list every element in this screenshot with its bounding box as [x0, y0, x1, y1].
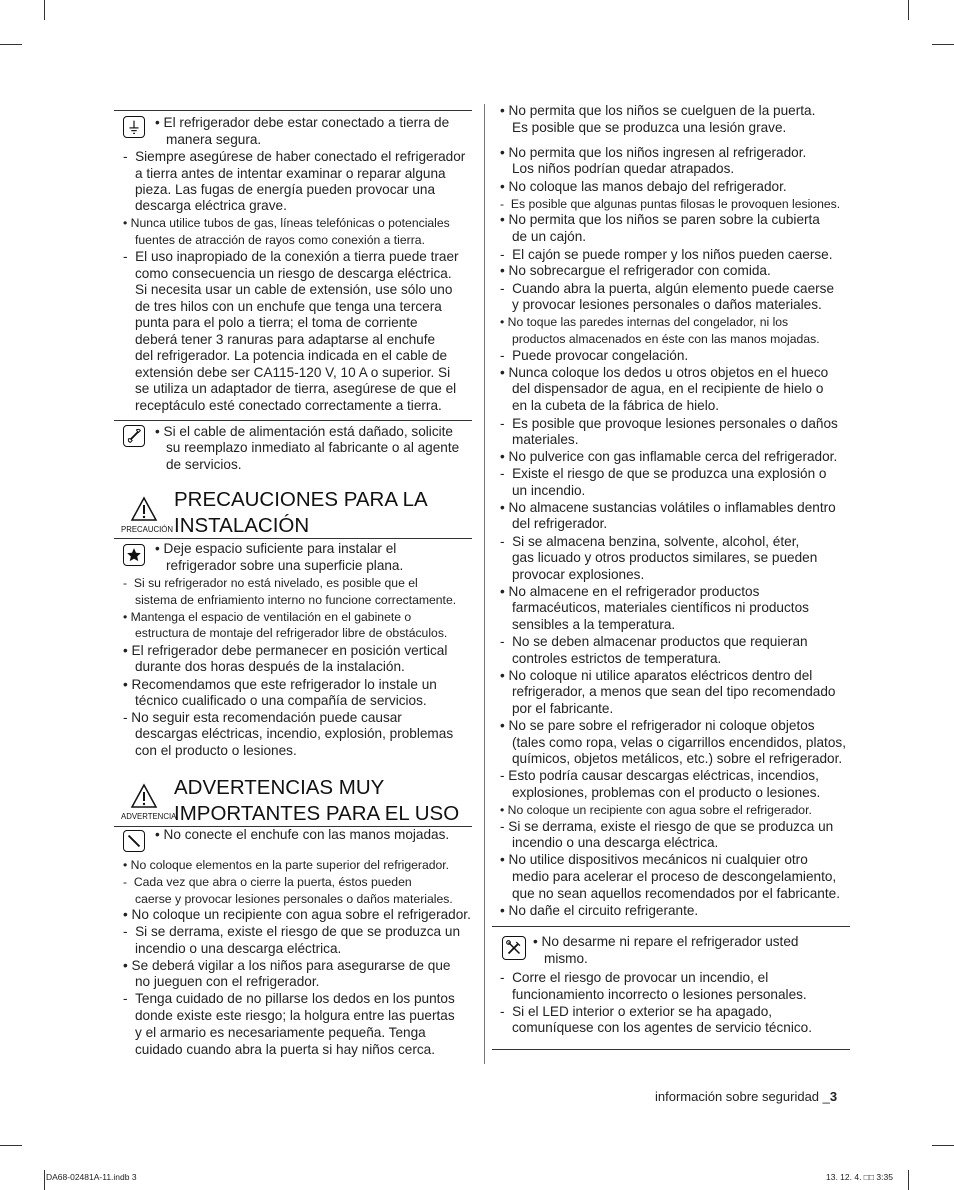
- ground-text: manera segura.: [166, 132, 262, 147]
- right-bullet: • No permita que los niños se paren sobre la cubierta: [500, 212, 820, 227]
- right-bullet: • No dañe el circuito refrigerante.: [500, 903, 699, 918]
- right-bullet: • No utilice dispositivos mecánicos ni cualquier otro: [500, 852, 808, 867]
- right-dash: - No se deben almacenar productos que requieran: [500, 634, 808, 649]
- repair-dash-1: - Corre el riesgo de provocar un incendio, el: [500, 970, 769, 985]
- install-text: descargas eléctricas, incendio, explosión, problemas: [135, 726, 454, 741]
- install-bullet-1: • Deje espacio suficiente para instalar el: [155, 541, 397, 556]
- use-bullet-4: • Se deberá vigilar a los niños para asegurarse de que: [123, 958, 451, 973]
- right-text: sensibles a la temperatura.: [512, 617, 676, 632]
- repair-text: mismo.: [544, 951, 588, 966]
- install-bullet-2: • Mantenga el espacio de ventilación en el gabinete o: [123, 610, 412, 624]
- install-text: con el producto o lesiones.: [135, 743, 297, 758]
- use-text: no jueguen con el refrigerador.: [135, 974, 320, 989]
- right-bullet: • No sobrecargue el refrigerador con comida.: [500, 263, 771, 278]
- right-dash: - El cajón se puede romper y los niños pueden caerse.: [500, 247, 833, 262]
- right-text: (tales como ropa, velas o cigarrillos encendidos, platos,: [512, 735, 846, 750]
- ground-dash-2: - El uso inapropiado de la conexión a tierra puede traer: [123, 249, 459, 264]
- right-dash: - Existe el riesgo de que se produzca una explosión o: [500, 466, 827, 481]
- install-bullet-4: • Recomendamos que este refrigerador lo instale un: [123, 677, 437, 692]
- rule: [492, 1049, 850, 1050]
- section-title-installation: PRECAUCIONES PARA LA: [174, 488, 428, 511]
- right-dash: - Es posible que algunas puntas filosas le provoquen lesiones.: [500, 197, 841, 211]
- ground-text: se utiliza un adaptador de tierra, asegúrese de que el: [135, 381, 457, 396]
- ground-text: fuentes de atracción de rayos como conexión a tierra.: [135, 233, 425, 247]
- right-text: medio para acelerar el proceso de descongelamiento,: [512, 869, 837, 884]
- section-title-use: IMPORTANTES PARA EL USO: [174, 802, 460, 825]
- rule: [114, 110, 472, 111]
- ground-bullet-2: • Nunca utilice tubos de gas, líneas telefónicas o potenciales: [123, 216, 450, 230]
- right-bullet: • No pulverice con gas inflamable cerca del refrigerador.: [500, 449, 838, 464]
- ground-text: a tierra antes de intentar examinar o reparar alguna: [135, 166, 446, 181]
- rule: [114, 538, 472, 539]
- crop-mark: [932, 44, 954, 45]
- right-text: y provocar lesiones personales o daños materiales.: [512, 297, 822, 312]
- column-divider: [484, 104, 485, 1064]
- ground-icon: [123, 116, 145, 138]
- right-text: en la cubeta de la fábrica de hielo.: [512, 398, 720, 413]
- right-bullet: • No coloque las manos debajo del refrigerador.: [500, 179, 787, 194]
- right-text: productos almacenados en éste con las manos mojadas.: [512, 332, 820, 346]
- right-bullet: • No coloque un recipiente con agua sobre el refrigerador.: [500, 803, 812, 817]
- page-number: 3: [829, 1089, 838, 1104]
- prohibited-icon: [123, 830, 145, 852]
- ground-text: punta para el polo a tierra; el toma de corriente: [135, 315, 418, 330]
- ground-text: de tres hilos con un enchufe que tenga una tercera: [135, 299, 442, 314]
- install-dash-1: - Si su refrigerador no está nivelado, es posible que el: [123, 576, 418, 590]
- phone-icon: [123, 425, 145, 447]
- rule: [492, 926, 850, 927]
- right-text: del refrigerador.: [512, 516, 608, 531]
- repair-text: comuníquese con los agentes de servicio técnico.: [512, 1020, 812, 1035]
- repair-dash-2: - Si el LED interior o exterior se ha apagado,: [500, 1004, 773, 1019]
- right-bullet: • No almacene sustancias volátiles o inflamables dentro: [500, 500, 836, 515]
- right-text: provocar explosiones.: [512, 567, 645, 582]
- use-dash-1: - Cada vez que abra o cierre la puerta, éstos pueden: [123, 875, 412, 889]
- ground-text: pieza. Las fugas de energía pueden provocar una: [135, 182, 436, 197]
- right-text: químicos, objetos metálicos, etc.) sobre el refrigerador.: [512, 751, 843, 766]
- right-text: Es posible que se produzca una lesión grave.: [512, 120, 787, 135]
- ground-text: extensión debe ser CA115-120 V, 10 A o superior. Si: [135, 365, 451, 380]
- star-icon: [123, 544, 145, 566]
- no-repair-icon: [502, 936, 526, 960]
- caution-icon: [130, 496, 158, 522]
- crop-mark: [932, 1145, 954, 1146]
- install-dash-2: - No seguir esta recomendación puede causar: [123, 710, 402, 725]
- cable-text: de servicios.: [166, 457, 242, 472]
- right-dash: - Esto podría causar descargas eléctricas, incendios,: [500, 768, 819, 783]
- use-text: caerse y provocar lesiones personales o daños materiales.: [135, 892, 453, 906]
- right-text: Los niños podrían quedar atrapados.: [512, 161, 735, 176]
- ground-dash-1: - Siempre asegúrese de haber conectado el refrigerador: [123, 149, 466, 164]
- right-text: farmacéuticos, materiales científicos ni productos: [512, 600, 809, 615]
- right-text: explosiones, problemas con el producto o lesiones.: [512, 785, 821, 800]
- use-bullet-1: • No conecte el enchufe con las manos mojadas.: [155, 827, 450, 842]
- right-text: materiales.: [512, 432, 579, 447]
- right-text: gas licuado y otros productos similares, se pueden: [512, 550, 818, 565]
- install-text: refrigerador sobre una superficie plana.: [166, 558, 404, 573]
- ground-text: receptáculo esté conectado correctamente a tierra.: [135, 398, 442, 413]
- crop-mark: [44, 0, 45, 20]
- right-text: controles estrictos de temperatura.: [512, 651, 722, 666]
- cable-text: su reemplazo inmediato al fabricante o al agente: [166, 440, 460, 455]
- ground-text: del refrigerador. La potencia indicada en el cable de: [135, 348, 448, 363]
- use-bullet-2: • No coloque elementos en la parte superior del refrigerador.: [123, 858, 450, 872]
- ground-text: descarga eléctrica grave.: [135, 198, 287, 213]
- use-text: donde existe este riesgo; la holgura entre las puertas: [135, 1008, 455, 1023]
- ground-bullet-1: • El refrigerador debe estar conectado a tierra de: [155, 115, 450, 130]
- repair-bullet: • No desarme ni repare el refrigerador usted: [533, 934, 799, 949]
- right-dash: - Es posible que provoque lesiones personales o daños: [500, 416, 838, 431]
- crop-mark: [908, 1170, 909, 1190]
- warning-label: ADVERTENCIA: [121, 812, 177, 821]
- right-text: del dispensador de agua, en el recipiente de hielo o: [512, 381, 824, 396]
- right-bullet: • No se pare sobre el refrigerador ni coloque objetos: [500, 718, 815, 733]
- date-slug: 13. 12. 4. □□ 3:35: [826, 1172, 893, 1182]
- cable-bullet: • Si el cable de alimentación está dañado, solicite: [155, 424, 453, 439]
- right-dash: - Si se almacena benzina, solvente, alcohol, éter,: [500, 534, 800, 549]
- right-dash: - Si se derrama, existe el riesgo de que se produzca un: [500, 819, 834, 834]
- file-slug: DA68-02481A-11.indb 3: [46, 1172, 137, 1182]
- install-text: técnico cualificado o una compañía de servicios.: [135, 693, 427, 708]
- ground-text: deberá tener 3 ranuras para adaptarse al enchufe: [135, 332, 436, 347]
- right-text: incendio o una descarga eléctrica.: [512, 835, 719, 850]
- use-bullet-3: • No coloque un recipiente con agua sobre el refrigerador.: [123, 907, 471, 922]
- right-bullet: • No almacene en el refrigerador productos: [500, 584, 760, 599]
- crop-mark: [44, 1170, 45, 1190]
- install-bullet-3: • El refrigerador debe permanecer en posición vertical: [123, 643, 448, 658]
- right-dash: - Cuando abra la puerta, algún elemento puede caerse: [500, 281, 835, 296]
- ground-text: Si necesita usar un cable de extensión, use sólo uno: [135, 282, 453, 297]
- right-dash: - Puede provocar congelación.: [500, 348, 689, 363]
- install-text: estructura de montaje del refrigerador libre de obstáculos.: [135, 626, 448, 640]
- install-text: sistema de enfriamiento interno no funcione correctamente.: [135, 593, 457, 607]
- right-text: que no sean aquellos recomendados por el fabricante.: [512, 886, 840, 901]
- ground-text: como consecuencia un riesgo de descarga eléctrica.: [135, 266, 452, 281]
- right-bullet: • No permita que los niños ingresen al refrigerador.: [500, 145, 807, 160]
- crop-mark: [0, 1145, 22, 1146]
- right-bullet: • No toque las paredes internas del congelador, ni los: [500, 315, 789, 329]
- right-text: un incendio.: [512, 483, 586, 498]
- crop-mark: [908, 0, 909, 20]
- use-text: cuidado cuando abra la puerta si hay niños cerca.: [135, 1042, 436, 1057]
- use-text: y el armario es necesariamente pequeña. Tenga: [135, 1025, 426, 1040]
- crop-mark: [0, 44, 22, 45]
- caution-label: PRECAUCIÓN: [121, 525, 173, 534]
- rule: [114, 420, 472, 421]
- right-bullet: • Nunca coloque los dedos u otros objetos en el hueco: [500, 365, 829, 380]
- page-footer: información sobre seguridad _3: [655, 1089, 838, 1104]
- use-dash-3: - Tenga cuidado de no pillarse los dedos en los puntos: [123, 991, 455, 1006]
- right-text: por el fabricante.: [512, 701, 614, 716]
- right-text: de un cajón.: [512, 229, 587, 244]
- use-text: incendio o una descarga eléctrica.: [135, 941, 342, 956]
- warning-icon: [130, 783, 158, 809]
- section-title-installation: INSTALACIÓN: [174, 514, 310, 537]
- use-dash-2: - Si se derrama, existe el riesgo de que se produzca un: [123, 924, 461, 939]
- repair-text: funcionamiento incorrecto o lesiones personales.: [512, 987, 807, 1002]
- section-title-use: ADVERTENCIAS MUY: [174, 776, 385, 799]
- install-text: durante dos horas después de la instalación.: [135, 659, 405, 674]
- right-text: refrigerador, a menos que sean del tipo recomendado: [512, 684, 836, 699]
- right-bullet: • No coloque ni utilice aparatos eléctricos dentro del: [500, 668, 813, 683]
- right-bullet: • No permita que los niños se cuelguen de la puerta.: [500, 103, 816, 118]
